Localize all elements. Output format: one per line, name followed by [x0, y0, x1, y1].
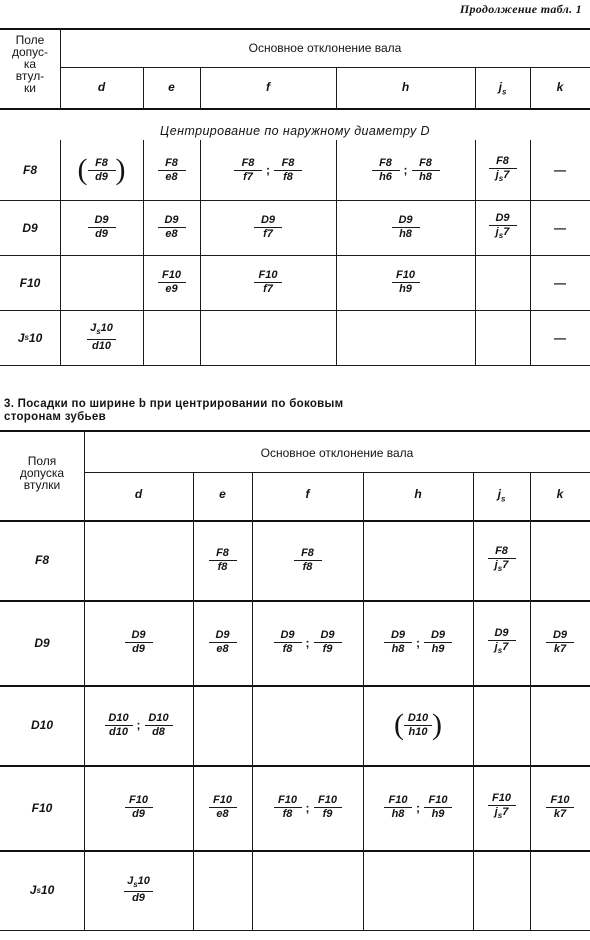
- separator: ;: [416, 635, 420, 650]
- fit-fraction: [488, 545, 516, 575]
- header-line: ки: [24, 81, 36, 95]
- fit-group: [488, 545, 516, 575]
- fit-fraction: [424, 794, 452, 821]
- fit-group: [489, 212, 517, 242]
- table-cell: [193, 850, 252, 930]
- fit-group: [488, 627, 516, 657]
- fraction-denominator: d10: [92, 339, 111, 352]
- fraction-numerator: F8: [209, 547, 237, 561]
- fit-fraction: [124, 875, 153, 905]
- fit-group: [274, 794, 342, 821]
- subscript-s: s: [497, 564, 503, 574]
- fraction-numerator: F8: [294, 547, 322, 561]
- fit-fraction: [424, 629, 452, 656]
- header-col-label: [0, 34, 60, 94]
- fraction-numerator: D9: [546, 629, 574, 643]
- fraction-denominator: h9: [431, 808, 445, 820]
- fit-fraction: [209, 547, 237, 574]
- table-cell: [530, 600, 590, 685]
- fit-group: [124, 875, 153, 905]
- table-cell: [363, 685, 473, 765]
- subscript-s: s: [497, 811, 503, 821]
- subscript-s: s: [500, 494, 506, 504]
- fraction-numerator: D10: [145, 712, 173, 726]
- fraction-denominator: f8: [282, 643, 293, 655]
- fit-fraction: [88, 214, 116, 241]
- table-cell: [200, 255, 336, 310]
- subscript-s: s: [133, 880, 138, 890]
- fraction-numerator: D10: [404, 712, 432, 726]
- fit-fraction: [314, 794, 342, 821]
- fraction-numerator: F10: [125, 794, 153, 808]
- row-label-F8: F8: [22, 163, 37, 177]
- table-cell: [60, 310, 143, 365]
- fit-fraction: [392, 214, 420, 241]
- table-cell: [84, 520, 193, 600]
- fraction-numerator: D9: [384, 629, 412, 643]
- header-sub-f: f: [266, 80, 270, 94]
- table-cell: [530, 310, 590, 365]
- fit-group: [87, 322, 116, 352]
- table-cell: [475, 200, 530, 255]
- fit-fraction: [404, 712, 432, 739]
- fraction-numerator: F10: [392, 269, 420, 283]
- fit-group: [546, 794, 574, 821]
- fraction-numerator: F8: [158, 157, 186, 171]
- fit-fraction: [254, 269, 282, 296]
- table-cell: [143, 200, 200, 255]
- fraction-numerator: $J_s10$: [87, 322, 116, 339]
- table-cell: [60, 255, 143, 310]
- header-line: Поле: [15, 33, 45, 47]
- fraction-denominator: h8: [419, 170, 432, 183]
- fit-group: [274, 629, 342, 656]
- header-col-label: [0, 455, 84, 491]
- fraction-numerator: F10: [424, 794, 452, 808]
- fraction-denominator: $j_s7$: [494, 558, 509, 574]
- row-label-F8: F8: [34, 553, 49, 567]
- table-cell: [193, 685, 252, 765]
- table-cell: [530, 520, 590, 600]
- fraction-numerator: F8: [234, 157, 262, 171]
- table-cell: [60, 140, 143, 200]
- table-cell: [336, 140, 475, 200]
- table-cell: [530, 850, 590, 930]
- fraction-numerator: F8: [489, 155, 517, 169]
- fraction-numerator: D9: [488, 627, 516, 641]
- row-label-F10: F10: [19, 275, 41, 290]
- fraction-denominator: d9: [132, 892, 145, 905]
- fit-group: [384, 629, 452, 656]
- fit-fraction: [274, 157, 302, 184]
- fit-fraction: [254, 214, 282, 241]
- table-cell: [363, 850, 473, 930]
- fraction-numerator: D9: [392, 214, 420, 228]
- fraction-numerator: F10: [254, 269, 282, 283]
- separator: ;: [266, 163, 270, 177]
- fit-group: [392, 214, 420, 241]
- fit-group: [158, 214, 186, 241]
- fraction-numerator: D9: [88, 214, 116, 228]
- fit-group: [209, 629, 237, 656]
- open-paren: (: [77, 153, 88, 186]
- fraction-numerator: F8: [274, 157, 302, 171]
- fit-group: [105, 712, 173, 739]
- fraction-numerator: F10: [384, 794, 412, 808]
- open-paren: (: [394, 708, 404, 741]
- fit-group: [392, 269, 420, 296]
- fit-fraction: [158, 269, 186, 296]
- fit-fraction: [546, 629, 574, 656]
- table-cell: [530, 765, 590, 850]
- table-cell: [336, 200, 475, 255]
- fraction-numerator: D9: [424, 629, 452, 643]
- fit-fraction: [105, 712, 133, 739]
- table-cell: [84, 600, 193, 685]
- top-rule: [0, 430, 590, 432]
- fraction-denominator: d10: [109, 725, 128, 738]
- table-cell: [193, 520, 252, 600]
- header-bottom-rule: [0, 108, 590, 110]
- fit-fraction: [209, 794, 237, 821]
- fraction-denominator: f8: [302, 560, 313, 573]
- table-cell: [473, 600, 530, 685]
- fraction-denominator: h6: [379, 170, 392, 183]
- table-cell: [200, 200, 336, 255]
- fraction-numerator: F10: [488, 792, 516, 806]
- fit-group: [294, 547, 322, 574]
- header-line: допус-: [11, 45, 49, 59]
- col-divider: [84, 430, 85, 520]
- dash-mark: —: [554, 220, 566, 235]
- fit-fraction: [314, 629, 342, 656]
- subscript-s: s: [498, 231, 504, 241]
- fit-group: [88, 214, 116, 241]
- fraction-numerator: D9: [274, 629, 302, 643]
- row-rule: [0, 365, 590, 366]
- table-cell: [193, 765, 252, 850]
- fraction-numerator: $J_s10$: [124, 875, 153, 892]
- fit-fraction: [392, 269, 420, 296]
- subscript-s: s: [96, 327, 101, 337]
- fraction-numerator: D9: [158, 214, 186, 228]
- fraction-numerator: D9: [254, 214, 282, 228]
- table-cell: [473, 765, 530, 850]
- table-title-line1: 3. Посадки по ширине b при центрировании по боковым: [4, 398, 344, 410]
- table-cell: [530, 140, 590, 200]
- fraction-denominator: f9: [322, 808, 333, 820]
- header-sub-e: e: [168, 80, 175, 94]
- fraction-denominator: e8: [165, 170, 178, 183]
- header-line: втул-: [15, 69, 45, 83]
- row-label-F10: F10: [31, 800, 53, 815]
- bottom-rule: [0, 930, 590, 931]
- separator: ;: [305, 800, 310, 815]
- fit-fraction: [125, 629, 153, 656]
- fit-fraction: [489, 155, 517, 185]
- fit-group: [209, 794, 237, 821]
- table-cell: [475, 140, 530, 200]
- row-label-D10: D10: [30, 718, 53, 732]
- table-cell: [200, 310, 336, 365]
- header-mid-rule: [84, 472, 590, 473]
- table-cell: [252, 520, 363, 600]
- fraction-numerator: F10: [158, 269, 186, 283]
- fit-group: [209, 547, 237, 574]
- table-cell: [473, 850, 530, 930]
- fraction-denominator: k7: [553, 643, 567, 655]
- fit-fraction: [145, 712, 173, 739]
- table-cell: [336, 310, 475, 365]
- table-cell: [363, 765, 473, 850]
- fit-group: [254, 214, 282, 241]
- table-cell: [530, 200, 590, 255]
- header-sub-k: k: [556, 80, 564, 94]
- separator: ;: [305, 635, 310, 650]
- header-sub-e: e: [219, 487, 226, 501]
- fit-fraction: [384, 629, 412, 656]
- row-label-D9: D9: [22, 220, 38, 235]
- fraction-denominator: h9: [431, 643, 445, 655]
- table-cell: [84, 765, 193, 850]
- fraction-denominator: $j_s7$: [494, 806, 509, 821]
- fraction-denominator: h9: [399, 283, 412, 295]
- header-line: Поля: [27, 454, 57, 468]
- fit-group: [546, 629, 574, 656]
- fraction-denominator: f7: [243, 170, 253, 183]
- row-label-Js10: J s 10: [29, 883, 55, 897]
- fraction-denominator: h8: [391, 643, 405, 655]
- fit-group: [158, 157, 186, 184]
- fit-fraction: [294, 547, 322, 574]
- table-cell: [336, 255, 475, 310]
- top-rule: [0, 28, 590, 30]
- fit-group: [372, 157, 440, 184]
- fraction-denominator: h10: [408, 725, 428, 738]
- fit-group: [394, 710, 442, 740]
- fraction-numerator: D9: [314, 629, 342, 643]
- table-cell: [252, 600, 363, 685]
- table-cell: [143, 140, 200, 200]
- header-sub-h: h: [401, 80, 410, 94]
- table-cell: [473, 520, 530, 600]
- fraction-denominator: k7: [553, 808, 567, 820]
- table-cell: [84, 685, 193, 765]
- header-sub-d: d: [97, 80, 106, 94]
- table-title-line2: сторонам зубьев: [4, 411, 106, 423]
- close-paren: ): [115, 153, 126, 186]
- header-sub-js: $j_s$: [497, 487, 506, 504]
- col-divider: [60, 28, 61, 108]
- header-line: ка: [23, 57, 37, 71]
- fraction-numerator: F10: [209, 794, 237, 808]
- fraction-denominator: $j_s7$: [495, 226, 510, 241]
- fraction-denominator: d9: [95, 228, 108, 240]
- fit-group: [488, 792, 516, 822]
- fit-group: [78, 155, 126, 185]
- fit-fraction: [488, 792, 516, 822]
- header-line: втулки: [23, 478, 61, 492]
- fraction-denominator: h8: [391, 808, 405, 820]
- fit-fraction: [209, 629, 237, 656]
- header-mid-rule: [60, 67, 590, 68]
- header-sub-js: $j_s$: [498, 80, 507, 97]
- fit-fraction: [384, 794, 412, 821]
- table-cell: [143, 310, 200, 365]
- fraction-denominator: e8: [165, 228, 178, 240]
- dash-mark: —: [554, 330, 566, 345]
- fraction-denominator: f7: [263, 283, 273, 295]
- fit-group: [158, 269, 186, 296]
- fraction-denominator: e8: [216, 643, 229, 655]
- fraction-numerator: F10: [546, 794, 574, 808]
- continuation-label: Продолжение табл. 1: [459, 2, 582, 16]
- separator: ;: [403, 163, 408, 177]
- fraction-numerator: F8: [88, 157, 116, 171]
- header-sub-h: h: [414, 487, 422, 501]
- fit-fraction: [88, 157, 116, 184]
- header-main-label: Основное отклонение вала: [248, 41, 402, 55]
- fraction-denominator: f8: [217, 560, 228, 573]
- fit-fraction: [158, 157, 186, 184]
- header-sub-k: k: [556, 487, 564, 501]
- table-cell: [530, 255, 590, 310]
- subscript-s: s: [36, 885, 41, 895]
- table-cell: [60, 200, 143, 255]
- fraction-denominator: d8: [152, 725, 165, 738]
- fraction-denominator: f7: [263, 228, 273, 240]
- fit-fraction: [87, 322, 116, 352]
- fit-fraction: [274, 794, 302, 821]
- separator: ;: [136, 718, 141, 732]
- fraction-denominator: d9: [132, 808, 145, 820]
- fit-fraction: [234, 157, 262, 184]
- header-line: допуска: [19, 466, 65, 480]
- fit-fraction: [125, 794, 153, 821]
- table-cell: [475, 310, 530, 365]
- fraction-numerator: F8: [372, 157, 400, 171]
- fit-group: [125, 794, 153, 821]
- header-sub-f: f: [305, 487, 310, 501]
- section-caption: Центрирование по наружному диаметру D: [160, 124, 430, 138]
- fraction-numerator: F10: [314, 794, 342, 808]
- dash-mark: —: [554, 163, 566, 177]
- table-cell: [363, 600, 473, 685]
- fraction-numerator: D9: [209, 629, 237, 643]
- table-cell: [200, 140, 336, 200]
- fit-group: [125, 629, 153, 656]
- fraction-numerator: D10: [105, 712, 133, 726]
- fit-fraction: [412, 157, 440, 184]
- subscript-s: s: [498, 174, 504, 184]
- fraction-denominator: f9: [322, 643, 333, 655]
- subscript-s: s: [24, 333, 29, 342]
- fraction-denominator: f8: [282, 808, 293, 820]
- fraction-denominator: e8: [216, 808, 229, 820]
- row-label-Js10: J s 10: [17, 330, 43, 345]
- fit-group: [234, 157, 302, 184]
- header-main-label: Основное отклонение вала: [260, 446, 414, 460]
- fraction-numerator: D9: [489, 212, 517, 226]
- subscript-s: s: [501, 87, 507, 97]
- fit-fraction: [546, 794, 574, 821]
- fraction-denominator: f8: [283, 170, 293, 183]
- table-cell: [252, 765, 363, 850]
- fit-fraction: [488, 627, 516, 657]
- table-cell: [473, 685, 530, 765]
- table-cell: [475, 255, 530, 310]
- fraction-denominator: $j_s7$: [495, 168, 510, 184]
- table-cell: [143, 255, 200, 310]
- fit-fraction: [372, 157, 400, 184]
- fit-group: [384, 794, 452, 821]
- fit-group: [254, 269, 282, 296]
- fraction-denominator: $j_s7$: [494, 641, 509, 656]
- close-paren: ): [432, 708, 442, 741]
- row-label-D9: D9: [34, 635, 50, 650]
- table-cell: [193, 600, 252, 685]
- fit-fraction: [158, 214, 186, 241]
- fraction-numerator: D9: [125, 629, 153, 643]
- fraction-numerator: F8: [488, 545, 516, 559]
- table-cell: [530, 685, 590, 765]
- fraction-denominator: d9: [95, 170, 108, 183]
- fraction-numerator: F8: [412, 157, 440, 171]
- table-cell: [252, 850, 363, 930]
- table-cell: [84, 850, 193, 930]
- fraction-denominator: d9: [132, 643, 145, 655]
- fraction-denominator: h8: [399, 228, 412, 240]
- separator: ;: [416, 800, 420, 815]
- fit-fraction: [489, 212, 517, 242]
- header-sub-d: d: [134, 487, 143, 501]
- fit-group: [489, 155, 517, 185]
- fit-fraction: [274, 629, 302, 656]
- table-cell: [252, 685, 363, 765]
- dash-mark: —: [554, 275, 566, 290]
- subscript-s: s: [497, 646, 503, 656]
- fraction-numerator: F10: [274, 794, 302, 808]
- table-cell: [363, 520, 473, 600]
- fraction-denominator: e9: [165, 283, 178, 295]
